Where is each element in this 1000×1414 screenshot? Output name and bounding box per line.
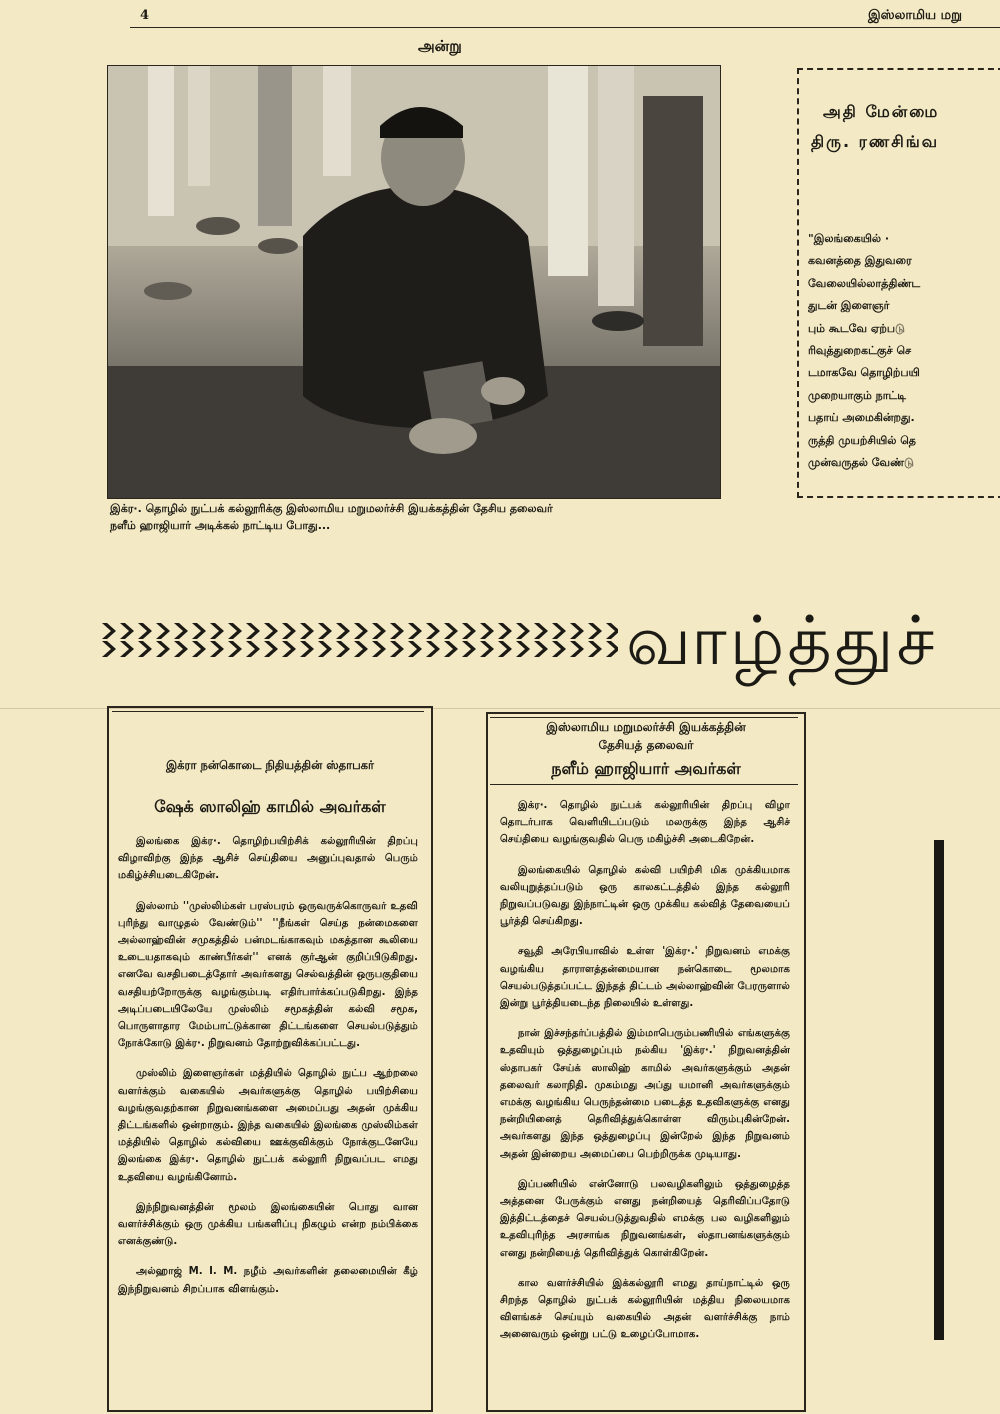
right-paragraph: கால வளர்ச்சியில் இக்கல்லூரி எமது தாய்நாட்டில் ஒரு சிறந்த தொழில் நுட்பக் கல்லூரியின் மத்திய நிலையமாக விளங்கச் செய்யும் வகையில் அதன் வளர்ச்சிக்கு நாம் அனைவரும் ஒன்று பட்டு உழைப்போமாக. bbox=[500, 1277, 790, 1341]
right-box-line: பதாய் அமைகின்றது. bbox=[808, 411, 915, 425]
left-article-subtitle: இக்ரா நன்கொடை நிதியத்தின் ஸ்தாபகர் bbox=[165, 758, 375, 772]
right-paragraph: சவூதி அரேபியாவில் உள்ள 'இக்ர·.' நிறுவனம் எமக்கு வழங்கிய தாராளத்தன்மையான நன்கொடை மூலமாக செயல்படுத்தப்பட்ட இந்தத் திட்டம் அல்லாஹ்வின் பேரருளால் இன்று பூர்த்தியடைந்த நிலையில் உள்ளது. bbox=[500, 946, 790, 1010]
vertical-black-bar bbox=[934, 840, 944, 1340]
right-paragraph: இக்ர·. தொழில் நுட்பக் கல்லூரியின் திறப்பு விழா தொடர்பாக வெளியிடப்படும் மலருக்கு இந்த ஆசிச் செய்தியை வழங்குவதில் பெரு மகிழ்ச்சி அடைகிறேன். bbox=[500, 800, 790, 846]
right-article-heading: நளீம் ஹாஜியார் அவர்கள் bbox=[551, 759, 741, 778]
right-paragraph: இலங்கையில் தொழில் கல்வி பயிற்சி மிக முக்கியமாக வலியுறுத்தப்படும் ஒரு காலகட்டத்தில் இந்த கல்லூரி நிறுவப்படுவது இந்நாட்டின் ஒரு முக்கிய கல்வித் தேவையைப் பூர்த்தி செய்கிறது. bbox=[500, 864, 790, 928]
foundation-stone-photo bbox=[107, 65, 721, 499]
caption-line-2: நளீம் ஹாஜியார் அடிக்கல் நாட்டிய போது... bbox=[110, 519, 331, 532]
right-article-subtitle-1: இஸ்லாமிய மறுமலர்ச்சி இயக்கத்தின் bbox=[546, 720, 746, 734]
page-number: 4 bbox=[140, 8, 150, 23]
right-box-line: துடன் இளைஞர் bbox=[808, 299, 890, 313]
caption-line-1: இக்ர·. தொழில் நுட்பக் கல்லூரிக்கு இஸ்லாமிய மறுமலர்ச்சி இயக்கத்தின் தேசிய தலைவர் bbox=[110, 502, 553, 515]
right-heading-rule bbox=[490, 784, 798, 785]
right-box-title-line-1: அதி மேன்மை bbox=[823, 102, 940, 121]
right-box-line: "இலங்கையில் · bbox=[808, 232, 890, 245]
right-box-line: முறையாகும் நாட்டி bbox=[808, 388, 906, 402]
running-head: இஸ்லாமிய மறு bbox=[868, 8, 962, 23]
right-paragraph: இப்பணியில் என்னோடு பலவழிகளிலும் ஒத்துழைத்த அத்தனை பேருக்கும் எனது நன்றியைத் தெரிவிப்பதோடு இத்திட்டத்தைச் செயல்படுத்துவதில் எமக்கு பல வழிகளிலும் உதவிபுரிந்த அரசாங்க நிறுவனங்கள், ஸ்தாபனங்களுக்கும் எனது நன்றியைத் தெரிவித்துக் கொள்கிறேன். bbox=[500, 1178, 790, 1259]
right-box-line: முன்வருதல் வேண்டு bbox=[808, 456, 914, 470]
left-paragraph: இலங்கை இக்ர·. தொழிற்பயிற்சிக் கல்லூரியின் திறப்பு விழாவிற்கு இந்த ஆசிச் செய்தியை அனுப்புவதால் பெரும் மகிழ்ச்சியடைகிறேன். bbox=[118, 836, 418, 882]
right-box-line: டமாகவே தொழிற்பயி bbox=[808, 366, 920, 380]
left-paragraph: அல்ஹாஜ் M. I. M. நழீம் அவர்களின் தலைமையின் கீழ் இந்நிறுவனம் சிறப்பாக விளங்கும். bbox=[118, 1266, 418, 1295]
right-box-line: வேலையில்லாத்திண்ட bbox=[808, 276, 921, 290]
left-frame-inner-rule bbox=[112, 711, 424, 712]
right-box-text bbox=[808, 228, 1000, 474]
right-paragraph: நான் இச்சந்தர்ப்பத்தில் இம்மாபெரும்பணியில் எங்களுக்கு உதவியும் ஒத்துழைப்பும் நல்கிய 'இக்ர·.' நிறுவனத்தின் ஸ்தாபகர் சேய்க் ஸாலிஹ் காமில் அவர்களுக்கும் அதன் தலைவர் கலாநிதி. முகம்மது அப்து யமானி அவர்களுக்கும் எமக்கு வழங்கிய பெருந்தன்மை படைத்த உதவிகளுக்கு எனது நன்றியினைத் தெரிவித்துக்கொள்ள விரும்புகின்றேன். அவர்களது இந்த ஒத்துழைப்பு இன்றேல் இந்த நிறுவனம் அதன் இன்றைய அமைப்பை பெற்றிருக்க முடியாது. bbox=[500, 1028, 790, 1160]
right-frame-inner-rule bbox=[490, 717, 798, 718]
right-article-subtitle-2: தேசியத் தலைவர் bbox=[598, 738, 694, 752]
right-box-line: கவனத்தை இதுவரை bbox=[808, 254, 912, 268]
left-paragraph: இஸ்லாம் ''முஸ்லிம்கள் பரஸ்பரம் ஒருவருக்கொருவர் உதவி புரிந்து வாழுதல் வேண்டும்'' ''நீங்கள் செய்த நன்மைகளை அல்லாஹ்வின் சமுகத்தில் பன்மடங்காகவும் மகத்தான கூலியை உடையதாகவும் காண்பீர்கள்'' எனக் குர்ஆன் குறிப்பிடுகிறது. எனவே வசதிபடைத்தோர் அவர்களது செல்வத்தின் ஒருபகுதியை வசதியற்றோருக்கு வழங்கும்படி எதிர்பார்க்கப்படுகிறது. இந்த அடிப்படையிலேயே முஸ்லிம் சமூகத்தின் கல்வி சமூக, பொருளாதார மேம்பாட்டுக்கான திட்டங்களை செயல்படுத்தும் நோக்கோடு இக்ர·. நிறுவனம் தோற்றுவிக்கப்பட்டது. bbox=[118, 900, 418, 1050]
greetings-banner-title: வாழ்த்துச் bbox=[626, 602, 938, 681]
left-paragraph: இந்நிறுவனத்தின் மூலம் இலங்கையின் பொது வான வளர்ச்சிக்கும் ஒரு முக்கிய பங்களிப்பு நிகழும் என்ற நம்பிக்கை எனக்குண்டு. bbox=[118, 1201, 418, 1248]
header-rule bbox=[130, 27, 1000, 28]
right-box-title-line-2: திரு. ரணசிங்வ bbox=[811, 132, 940, 151]
section-label: அன்று bbox=[418, 37, 462, 55]
right-article-body bbox=[500, 797, 790, 1357]
chevron-ornament bbox=[100, 620, 618, 660]
photo-caption bbox=[110, 500, 730, 534]
left-paragraph: முஸ்லிம் இளைஞர்கள் மத்தியில் தொழில் நுட்ப ஆற்றலை வளர்க்கும் வகையில் அவர்களுக்கு தொழில் பயிற்சியை வழங்குவதற்கான நிறுவனங்களை அமைப்பது அதன் முக்கிய திட்டங்களில் ஒன்றாகும். இந்த வகையில் இலங்கை முஸ்லிம்கள் மத்தியில் தொழில் கல்வியை ஊக்குவிக்கும் நோக்குடனேயே இலங்கை இக்ர·. தொழில் நுட்பக் கல்லூரி நிறுவப்பட எமது உதவியை வழங்கினோம். bbox=[118, 1068, 418, 1183]
right-box-line: ரிவுத்துறைகட்குச் செ bbox=[808, 344, 912, 358]
right-box-line: ருத்தி முயற்சியில் தெ bbox=[808, 433, 916, 447]
left-article-heading: ஷேக் ஸாலிஹ் காமில் அவர்கள் bbox=[154, 797, 386, 816]
left-article-body bbox=[118, 833, 418, 1311]
right-box-line: பும் கூடவே ஏற்படு bbox=[808, 321, 905, 335]
